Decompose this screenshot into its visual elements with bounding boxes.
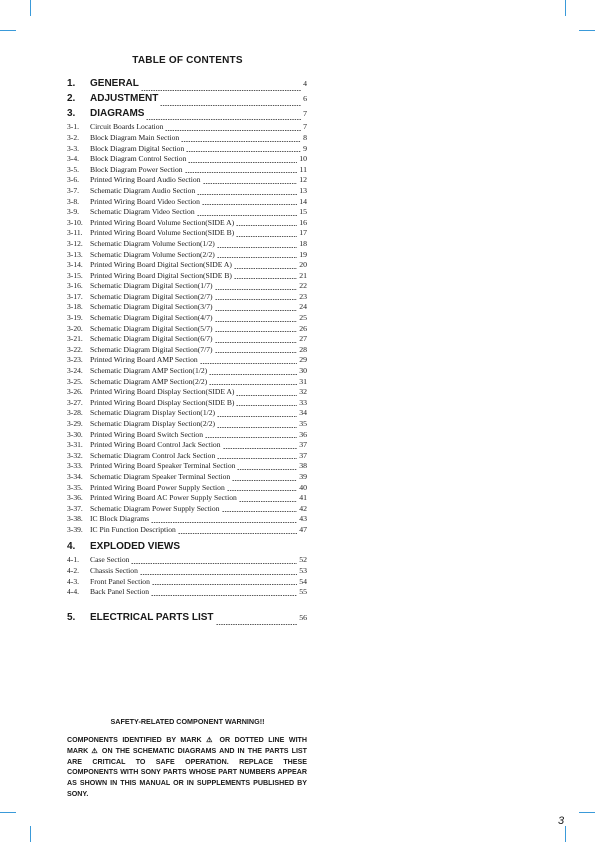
page-ref: 55 bbox=[299, 587, 307, 597]
toc-entry[interactable] bbox=[67, 271, 307, 282]
toc-entry[interactable] bbox=[67, 408, 307, 419]
section-number: 3-6. bbox=[67, 175, 80, 185]
toc-entry[interactable] bbox=[67, 228, 307, 239]
toc-entry[interactable] bbox=[67, 302, 307, 313]
chapter-list bbox=[67, 78, 307, 122]
section-label: Printed Wiring Board Digital Section(SIDE B) bbox=[90, 270, 232, 280]
section-label: Printed Wiring Board Power Supply Section bbox=[90, 482, 225, 492]
section-number: 3-29. bbox=[67, 419, 83, 429]
dot-leader bbox=[185, 172, 298, 173]
section-label: Printed Wiring Board Display Section(SIDE A) bbox=[90, 387, 235, 397]
crop-mark bbox=[579, 30, 595, 31]
dot-leader bbox=[181, 141, 301, 142]
page-ref: 18 bbox=[299, 238, 307, 248]
page-ref: 12 bbox=[299, 175, 307, 185]
section-number: 3-10. bbox=[67, 217, 83, 227]
chapter-label: EXPLODED VIEWS bbox=[90, 540, 181, 552]
section-number: 3-22. bbox=[67, 344, 83, 354]
dot-leader bbox=[203, 183, 298, 184]
chapter-number: 4. bbox=[67, 540, 76, 552]
section-number: 3-15. bbox=[67, 270, 83, 280]
section-number: 3-19. bbox=[67, 313, 83, 323]
toc-entry[interactable] bbox=[67, 133, 307, 144]
section-label: Circuit Boards Location bbox=[90, 122, 164, 132]
toc-entry[interactable] bbox=[67, 165, 307, 176]
toc-entry[interactable] bbox=[67, 154, 307, 165]
chapter-number: 3. bbox=[67, 107, 76, 119]
page-ref: 33 bbox=[299, 397, 307, 407]
section-number: 3-38. bbox=[67, 514, 83, 524]
toc-chapter[interactable] bbox=[67, 93, 307, 108]
dot-leader bbox=[202, 204, 297, 205]
section-label: Printed Wiring Board Video Section bbox=[90, 196, 200, 206]
page-ref: 9 bbox=[303, 143, 307, 153]
dot-leader bbox=[146, 119, 301, 120]
section-number: 3-13. bbox=[67, 249, 83, 259]
section-label: Schematic Diagram Display Section(1/2) bbox=[90, 408, 216, 418]
page-ref: 24 bbox=[299, 302, 307, 312]
section-label: Schematic Diagram Display Section(2/2) bbox=[90, 419, 216, 429]
section-number: 4-4. bbox=[67, 587, 80, 597]
page-ref: 29 bbox=[299, 355, 307, 365]
toc-entry[interactable] bbox=[67, 387, 307, 398]
page-ref: 25 bbox=[299, 313, 307, 323]
toc-entry[interactable] bbox=[67, 197, 307, 208]
section-label: Schematic Diagram Audio Section bbox=[90, 185, 196, 195]
section-label: Printed Wiring Board Switch Section bbox=[90, 429, 204, 439]
toc-entry[interactable] bbox=[67, 334, 307, 345]
section-label: Block Diagram Digital Section bbox=[90, 143, 185, 153]
section-list-exploded-views bbox=[67, 555, 307, 597]
section-number: 3-36. bbox=[67, 493, 83, 503]
page-ref: 19 bbox=[299, 249, 307, 259]
toc-entry[interactable] bbox=[67, 514, 307, 525]
dot-leader bbox=[217, 247, 297, 248]
section-label: Front Panel Section bbox=[90, 576, 150, 586]
section-label: Schematic Diagram Digital Section(4/7) bbox=[90, 313, 213, 323]
toc-chapter[interactable] bbox=[67, 78, 307, 93]
toc-entry[interactable] bbox=[67, 451, 307, 462]
dot-leader bbox=[140, 574, 297, 575]
toc-entry[interactable] bbox=[67, 555, 307, 566]
page-ref: 7 bbox=[303, 122, 307, 132]
section-number: 3-1. bbox=[67, 122, 80, 132]
toc-entry[interactable] bbox=[67, 472, 307, 483]
section-number: 3-2. bbox=[67, 132, 80, 142]
page-ref: 15 bbox=[299, 207, 307, 217]
section-number: 4-2. bbox=[67, 565, 80, 575]
section-list-diagrams bbox=[67, 122, 307, 535]
toc-entry[interactable] bbox=[67, 281, 307, 292]
section-label: Schematic Diagram Digital Section(2/7) bbox=[90, 291, 213, 301]
dot-leader bbox=[236, 395, 297, 396]
dot-leader bbox=[215, 299, 298, 300]
section-number: 4-1. bbox=[67, 555, 80, 565]
section-number: 3-4. bbox=[67, 154, 80, 164]
toc-entry[interactable] bbox=[67, 377, 307, 388]
dot-leader bbox=[236, 236, 297, 237]
section-number: 3-18. bbox=[67, 302, 83, 312]
section-label: Block Diagram Main Section bbox=[90, 132, 180, 142]
section-number: 3-7. bbox=[67, 185, 80, 195]
section-number: 3-39. bbox=[67, 524, 83, 534]
section-number: 3-33. bbox=[67, 461, 83, 471]
section-number: 3-3. bbox=[67, 143, 80, 153]
section-label: Back Panel Section bbox=[90, 587, 150, 597]
toc-entry[interactable] bbox=[67, 419, 307, 430]
dot-leader bbox=[236, 225, 297, 226]
page-ref: 38 bbox=[299, 461, 307, 471]
page-ref: 34 bbox=[299, 408, 307, 418]
toc-entry[interactable] bbox=[67, 144, 307, 155]
crop-mark bbox=[0, 30, 16, 31]
dot-leader bbox=[160, 105, 301, 106]
section-label: IC Block Diagrams bbox=[90, 514, 150, 524]
page-ref: 43 bbox=[299, 514, 307, 524]
section-label: Printed Wiring Board AC Power Supply Section bbox=[90, 493, 237, 503]
section-label: Printed Wiring Board Volume Section(SIDE B) bbox=[90, 228, 235, 238]
dot-leader bbox=[234, 268, 297, 269]
section-number: 3-37. bbox=[67, 503, 83, 513]
toc-entry[interactable] bbox=[67, 566, 307, 577]
dot-leader bbox=[232, 480, 297, 481]
dot-leader bbox=[222, 511, 298, 512]
toc-entry[interactable] bbox=[67, 175, 307, 186]
section-number: 3-28. bbox=[67, 408, 83, 418]
dot-leader bbox=[209, 384, 297, 385]
page-ref: 35 bbox=[299, 419, 307, 429]
page-ref: 31 bbox=[299, 376, 307, 386]
page-ref: 30 bbox=[299, 366, 307, 376]
crop-mark bbox=[565, 826, 566, 842]
page-ref: 26 bbox=[299, 323, 307, 333]
page-ref: 23 bbox=[299, 291, 307, 301]
crop-mark bbox=[30, 826, 31, 842]
section-label: Schematic Diagram Power Supply Section bbox=[90, 503, 220, 513]
page-ref: 11 bbox=[299, 164, 307, 174]
toc-entry[interactable] bbox=[67, 398, 307, 409]
toc-entry[interactable] bbox=[67, 525, 307, 536]
toc-entry[interactable] bbox=[67, 218, 307, 229]
chapter-number: 5. bbox=[67, 611, 76, 623]
section-label: Schematic Diagram Control Jack Section bbox=[90, 450, 216, 460]
section-label: Printed Wiring Board Display Section(SIDE B) bbox=[90, 397, 235, 407]
dot-leader bbox=[197, 194, 297, 195]
section-number: 3-16. bbox=[67, 281, 83, 291]
page-ref: 53 bbox=[299, 565, 307, 575]
toc-chapter[interactable] bbox=[67, 612, 307, 627]
section-number: 3-23. bbox=[67, 355, 83, 365]
page-ref: 4 bbox=[303, 79, 307, 88]
toc-entry[interactable] bbox=[67, 355, 307, 366]
section-label: Schematic Diagram Volume Section(1/2) bbox=[90, 238, 215, 248]
toc-entry[interactable] bbox=[67, 239, 307, 250]
dot-leader bbox=[151, 522, 297, 523]
crop-mark bbox=[565, 0, 566, 16]
section-label: Block Diagram Control Section bbox=[90, 154, 187, 164]
section-label: Schematic Diagram Video Section bbox=[90, 207, 195, 217]
page-number: 3 bbox=[558, 815, 565, 827]
toc-entry[interactable] bbox=[67, 430, 307, 441]
crop-mark bbox=[30, 0, 31, 16]
section-number: 3-14. bbox=[67, 260, 83, 270]
dot-leader bbox=[152, 584, 297, 585]
dot-leader bbox=[186, 151, 301, 152]
toc-entry[interactable] bbox=[67, 366, 307, 377]
section-number: 3-21. bbox=[67, 334, 83, 344]
dot-leader bbox=[234, 278, 297, 279]
section-number: 3-31. bbox=[67, 440, 83, 450]
warning-title: SAFETY-RELATED COMPONENT WARNING!! bbox=[110, 717, 265, 726]
page-ref: 56 bbox=[299, 612, 307, 622]
dot-leader bbox=[141, 90, 301, 91]
section-number: 3-26. bbox=[67, 387, 83, 397]
section-label: Schematic Diagram Digital Section(7/7) bbox=[90, 344, 213, 354]
toc-entry[interactable] bbox=[67, 324, 307, 335]
toc-entry[interactable] bbox=[67, 122, 307, 133]
chapter-number: 1. bbox=[67, 78, 76, 89]
page-ref: 40 bbox=[299, 482, 307, 492]
chapter-label: DIAGRAMS bbox=[90, 107, 145, 119]
chapter-label: GENERAL bbox=[90, 78, 139, 89]
page-ref: 52 bbox=[299, 555, 307, 565]
page-ref: 20 bbox=[299, 260, 307, 270]
dot-leader bbox=[209, 374, 297, 375]
section-label: Printed Wiring Board Audio Section bbox=[90, 175, 201, 185]
section-label: Schematic Diagram AMP Section(2/2) bbox=[90, 376, 208, 386]
dot-leader bbox=[236, 405, 297, 406]
page-ref: 37 bbox=[299, 440, 307, 450]
chapter-label: ELECTRICAL PARTS LIST bbox=[90, 611, 214, 623]
toc-entry[interactable] bbox=[67, 186, 307, 197]
section-label: Schematic Diagram Speaker Terminal Section bbox=[90, 471, 231, 481]
section-number: 3-32. bbox=[67, 450, 83, 460]
toc-chapter[interactable] bbox=[67, 108, 307, 123]
warning-body: COMPONENTS IDENTIFIED BY MARK ⚠ OR DOTTED LINE WITH MARK ⚠ ON THE SCHEMATIC DIAGRAMS AND IN THE PARTS LIST ARE CRITICAL TO SAFE OPERATION. REPLACE THESE COMPONENTS WITH SONY PARTS WHOSE PART NUMBERS APPEAR AS SHOWN IN THIS MANUAL OR IN SUPPLEMENTS PUBLISHED BY SONY. bbox=[67, 736, 307, 798]
page-ref: 14 bbox=[299, 196, 307, 206]
section-label: Printed Wiring Board Speaker Terminal Section bbox=[90, 461, 236, 471]
section-label: Printed Wiring Board Volume Section(SIDE A) bbox=[90, 217, 235, 227]
section-number: 3-24. bbox=[67, 366, 83, 376]
page-ref: 22 bbox=[299, 281, 307, 291]
page-ref: 28 bbox=[299, 344, 307, 354]
dot-leader bbox=[223, 448, 298, 449]
page-ref: 7 bbox=[303, 108, 307, 118]
section-label: Schematic Diagram Digital Section(6/7) bbox=[90, 334, 213, 344]
page-ref: 36 bbox=[299, 429, 307, 439]
toc-entry[interactable] bbox=[67, 313, 307, 324]
toc-entry[interactable] bbox=[67, 461, 307, 472]
page-ref: 47 bbox=[299, 524, 307, 534]
toc-entry[interactable] bbox=[67, 577, 307, 588]
toc-entry[interactable] bbox=[67, 292, 307, 303]
section-number: 3-12. bbox=[67, 238, 83, 248]
dot-leader bbox=[165, 130, 301, 131]
page-ref: 8 bbox=[303, 132, 307, 142]
section-number: 3-8. bbox=[67, 196, 80, 206]
toc-entry[interactable] bbox=[67, 207, 307, 218]
page-ref: 17 bbox=[299, 228, 307, 238]
dot-leader bbox=[188, 162, 297, 163]
dot-leader bbox=[197, 215, 298, 216]
section-number: 3-30. bbox=[67, 429, 83, 439]
page-ref: 42 bbox=[299, 503, 307, 513]
dot-leader bbox=[205, 437, 297, 438]
dot-leader bbox=[215, 342, 298, 343]
section-label: Case Section bbox=[90, 555, 130, 565]
dot-leader bbox=[151, 595, 297, 596]
section-number: 3-5. bbox=[67, 164, 80, 174]
page-ref: 16 bbox=[299, 217, 307, 227]
chapter-number: 2. bbox=[67, 92, 76, 104]
section-label: Schematic Diagram Volume Section(2/2) bbox=[90, 249, 215, 259]
toc-entry[interactable] bbox=[67, 493, 307, 504]
toc-chapter[interactable] bbox=[67, 541, 307, 556]
table-of-contents bbox=[67, 78, 307, 627]
dot-leader bbox=[217, 257, 297, 258]
section-label: Schematic Diagram Digital Section(5/7) bbox=[90, 323, 213, 333]
section-label: Printed Wiring Board Control Jack Section bbox=[90, 440, 221, 450]
page-ref: 41 bbox=[299, 493, 307, 503]
page-ref: 54 bbox=[299, 576, 307, 586]
dot-leader bbox=[215, 310, 298, 311]
section-number: 3-11. bbox=[67, 228, 83, 238]
crop-mark bbox=[0, 812, 16, 813]
section-label: Chassis Section bbox=[90, 565, 138, 575]
section-number: 3-25. bbox=[67, 376, 83, 386]
dot-leader bbox=[131, 563, 297, 564]
dot-leader bbox=[237, 469, 297, 470]
dot-leader bbox=[215, 352, 298, 353]
dot-leader bbox=[200, 363, 298, 364]
dot-leader bbox=[227, 490, 297, 491]
page-ref: 21 bbox=[299, 270, 307, 280]
toc-entry[interactable] bbox=[67, 345, 307, 356]
section-number: 3-27. bbox=[67, 397, 83, 407]
toc-entry[interactable] bbox=[67, 587, 307, 598]
section-label: Block Diagram Power Section bbox=[90, 164, 183, 174]
toc-title: TABLE OF CONTENTS bbox=[132, 55, 243, 66]
crop-mark bbox=[579, 812, 595, 813]
toc-entry[interactable] bbox=[67, 260, 307, 271]
dot-leader bbox=[239, 501, 297, 502]
page-ref: 27 bbox=[299, 334, 307, 344]
page-ref: 32 bbox=[299, 387, 307, 397]
section-label: Schematic Diagram AMP Section(1/2) bbox=[90, 366, 208, 376]
section-number: 3-17. bbox=[67, 291, 83, 301]
page-ref: 13 bbox=[299, 185, 307, 195]
section-label: Schematic Diagram Digital Section(1/7) bbox=[90, 281, 213, 291]
toc-entry[interactable] bbox=[67, 483, 307, 494]
section-number: 3-35. bbox=[67, 482, 83, 492]
dot-leader bbox=[215, 321, 298, 322]
section-label: IC Pin Function Description bbox=[90, 524, 176, 534]
page-ref: 39 bbox=[299, 471, 307, 481]
section-label: Printed Wiring Board AMP Section bbox=[90, 355, 198, 365]
section-label: Printed Wiring Board Digital Section(SIDE A) bbox=[90, 260, 232, 270]
toc-entry[interactable] bbox=[67, 250, 307, 261]
dot-leader bbox=[217, 458, 297, 459]
section-label: Schematic Diagram Digital Section(3/7) bbox=[90, 302, 213, 312]
section-number: 3-20. bbox=[67, 323, 83, 333]
toc-entry[interactable] bbox=[67, 504, 307, 515]
dot-leader bbox=[216, 624, 298, 625]
dot-leader bbox=[178, 533, 297, 534]
page-ref: 37 bbox=[299, 450, 307, 460]
dot-leader bbox=[217, 427, 297, 428]
section-number: 4-3. bbox=[67, 576, 80, 586]
dot-leader bbox=[215, 289, 298, 290]
toc-entry[interactable] bbox=[67, 440, 307, 451]
dot-leader bbox=[217, 416, 297, 417]
dot-leader bbox=[215, 331, 298, 332]
section-number: 3-34. bbox=[67, 471, 83, 481]
page-ref: 10 bbox=[299, 154, 307, 164]
chapter-label: ADJUSTMENT bbox=[90, 92, 159, 104]
page-ref: 6 bbox=[303, 93, 307, 103]
section-number: 3-9. bbox=[67, 207, 80, 217]
